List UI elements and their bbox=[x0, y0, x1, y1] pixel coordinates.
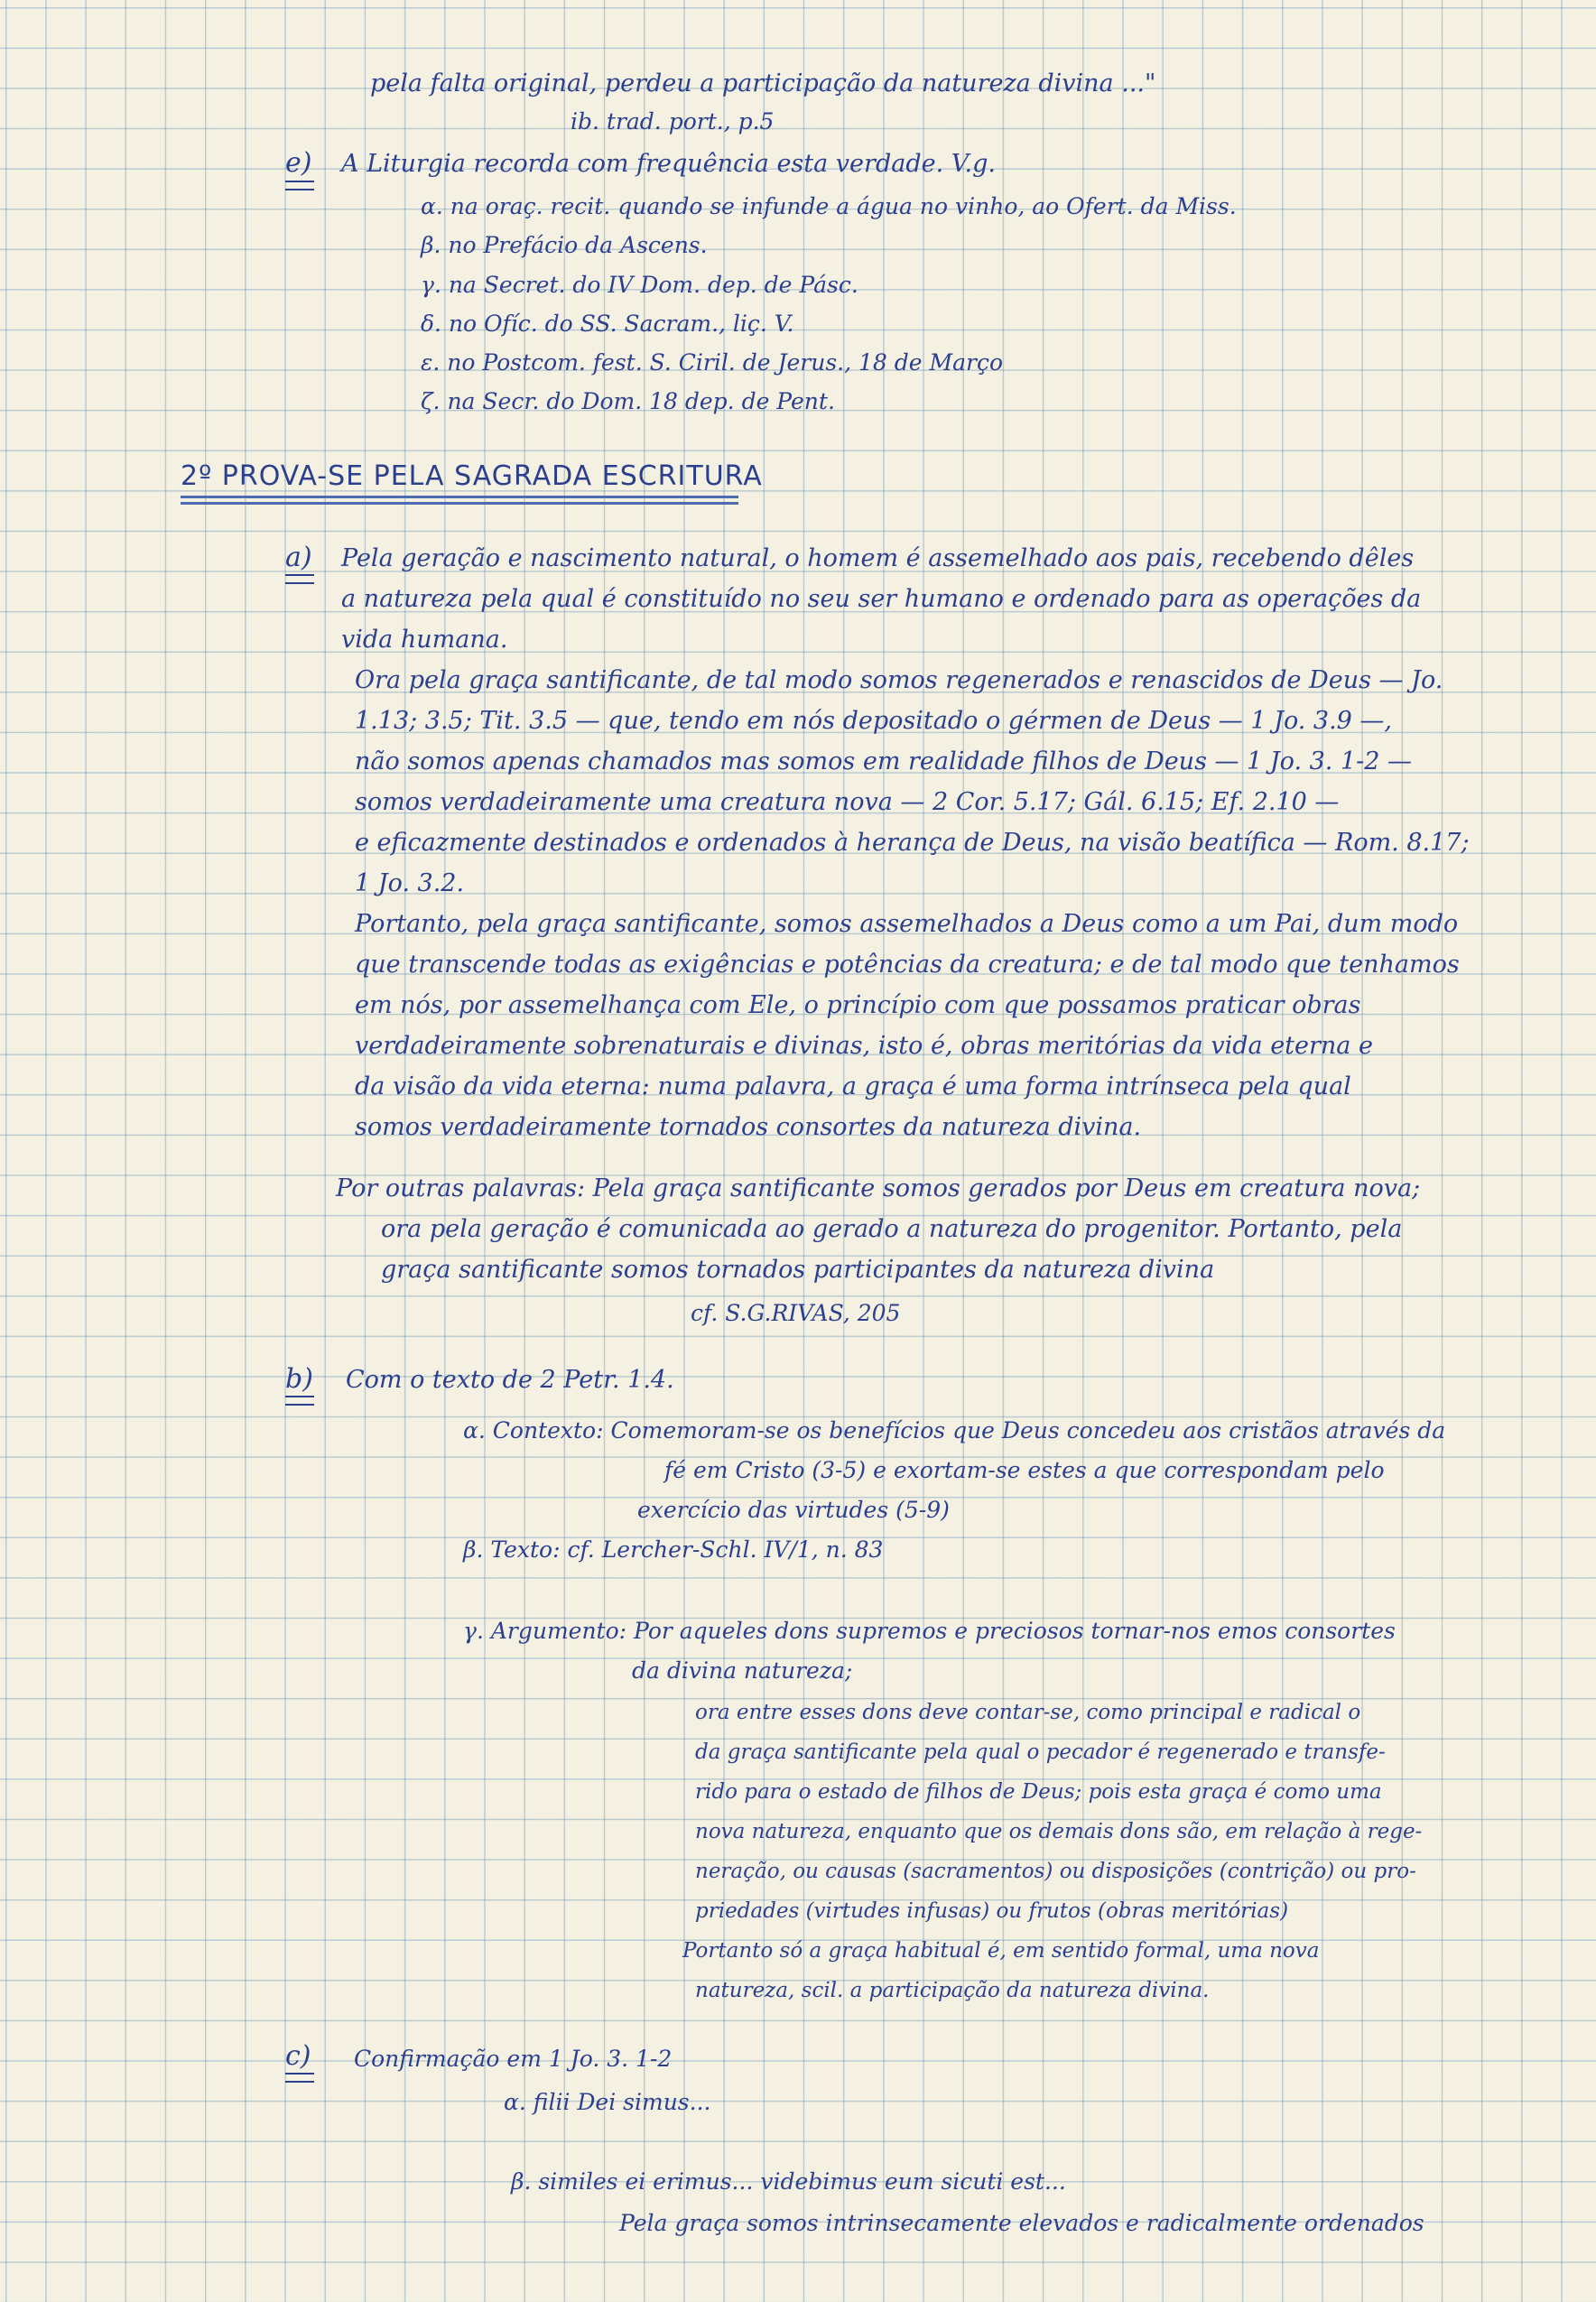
text-line: somos verdadeiramente uma creatura nova — 2 Cor. 5.17; Gál. 6.15; Ef. 2.10 — bbox=[355, 788, 1340, 816]
list-item: α. na oraç. recit. quando se infunde a água no vinho, ao Ofert. da Miss. bbox=[421, 193, 1237, 219]
text-line: Portanto só a graça habitual é, em sentido formal, uma nova bbox=[682, 1939, 1320, 1963]
text-line: Confirmação em 1 Jo. 3. 1-2 bbox=[354, 2046, 673, 2072]
text-line: pela falta original, perdeu a participação da natureza divina ..." bbox=[370, 70, 1156, 97]
text-line: não somos apenas chamados mas somos em realidade filhos de Deus — 1 Jo. 3. 1-2 — bbox=[355, 747, 1413, 775]
text-line: neração, ou causas (sacramentos) ou disposições (contrição) ou pro- bbox=[695, 1860, 1416, 1883]
citation: cf. S.G.RIVAS, 205 bbox=[691, 1300, 901, 1326]
double-underline bbox=[285, 181, 314, 190]
text-line: da graça santificante pela qual o pecador é regenerado e transfe- bbox=[695, 1740, 1386, 1764]
heading-underline bbox=[181, 502, 738, 505]
text-line: nova natureza, enquanto que os demais dons são, em relação à rege- bbox=[695, 1820, 1423, 1843]
text-line: exercício das virtudes (5-9) bbox=[637, 1497, 950, 1523]
heading-underline bbox=[181, 496, 738, 498]
text-line: que transcende todas as exigências e potências da creatura; e de tal modo que tenhamos bbox=[355, 951, 1460, 979]
text-line: rido para o estado de filhos de Deus; pois esta graça é como uma bbox=[695, 1780, 1382, 1804]
text-line: natureza, scil. a participação da natureza divina. bbox=[695, 1979, 1210, 2002]
text-line: Por outras palavras: Pela graça santificante somos gerados por Deus em creatura nova; bbox=[336, 1174, 1421, 1202]
text-line: α. Contexto: Comemoram-se os benefícios que Deus concedeu aos cristãos através da bbox=[463, 1417, 1446, 1443]
double-underline bbox=[285, 574, 314, 584]
text-line: ora pela geração é comunicada ao gerado a natureza do progenitor. Portanto, pela bbox=[381, 1215, 1403, 1243]
text-line: da divina natureza; bbox=[632, 1657, 853, 1684]
text-line: β. Texto: cf. Lercher-Schl. IV/1, n. 83 bbox=[463, 1536, 884, 1563]
text-line: Portanto, pela graça santificante, somos assemelhados a Deus como a um Pai, dum modo bbox=[355, 910, 1459, 938]
item-label-a: a) bbox=[285, 542, 312, 573]
text-line: ora entre esses dons deve contar-se, como principal e radical o bbox=[695, 1701, 1361, 1724]
text-line: fé em Cristo (3-5) e exortam-se estes a que correspondam pelo bbox=[664, 1457, 1385, 1483]
text-line: α. filii Dei simus... bbox=[504, 2089, 711, 2115]
section-heading: 2º PROVA-SE PELA SAGRADA ESCRITURA bbox=[181, 460, 763, 492]
item-label-c: c) bbox=[285, 2040, 311, 2072]
text-line: graça santificante somos tornados participantes da natureza divina bbox=[381, 1256, 1215, 1284]
text-line: priedades (virtudes infusas) ou frutos (obras meritórias) bbox=[695, 1899, 1289, 1923]
text-line: Com o texto de 2 Petr. 1.4. bbox=[346, 1366, 674, 1394]
double-underline bbox=[285, 1396, 314, 1406]
text-line: Pela graça somos intrinsecamente elevados e radicalmente ordenados bbox=[619, 2210, 1424, 2236]
text-line: e eficazmente destinados e ordenados à herança de Deus, na visão beatífica — Rom. 8.17; bbox=[355, 829, 1470, 857]
text-line: 1 Jo. 3.2. bbox=[355, 869, 465, 897]
text-line: vida humana. bbox=[341, 626, 508, 654]
list-item: β. no Prefácio da Ascens. bbox=[421, 232, 708, 258]
text-line: β. similes ei erimus... videbimus eum sicuti est... bbox=[511, 2168, 1066, 2195]
list-item: ε. no Postcom. fest. S. Ciril. de Jerus., 18 de Março bbox=[421, 349, 1003, 376]
text-line: verdadeiramente sobrenaturais e divinas, isto é, obras meritórias da vida eterna e bbox=[355, 1032, 1373, 1060]
list-item: ζ. na Secr. do Dom. 18 dep. de Pent. bbox=[421, 388, 835, 414]
text-line: Pela geração e nascimento natural, o homem é assemelhado aos pais, recebendo dêles bbox=[341, 544, 1415, 572]
text-line: em nós, por assemelhança com Ele, o princípio com que possamos praticar obras bbox=[355, 991, 1361, 1019]
item-label-e: e) bbox=[285, 147, 312, 179]
text-line: a natureza pela qual é constituído no seu ser humano e ordenado para as operações da bbox=[341, 585, 1422, 613]
item-label-b: b) bbox=[285, 1363, 313, 1395]
list-item: γ. na Secret. do IV Dom. dep. de Pásc. bbox=[421, 272, 858, 298]
text-line: somos verdadeiramente tornados consortes da natureza divina. bbox=[355, 1113, 1142, 1141]
text-line: ib. trad. port., p.5 bbox=[571, 108, 775, 135]
double-underline bbox=[285, 2073, 314, 2083]
text-line: γ. Argumento: Por aqueles dons supremos e preciosos tornar-nos emos consortes bbox=[463, 1618, 1396, 1644]
text-line: Ora pela graça santificante, de tal modo somos regenerados e renascidos de Deus — Jo. bbox=[355, 666, 1443, 694]
text-line: 1.13; 3.5; Tit. 3.5 — que, tendo em nós depositado o gérmen de Deus — 1 Jo. 3.9 —, bbox=[355, 707, 1393, 735]
text-line: da visão da vida eterna: numa palavra, a graça é uma forma intrínseca pela qual bbox=[355, 1072, 1351, 1100]
text-line: A Liturgia recorda com frequência esta verdade. V.g. bbox=[341, 150, 996, 178]
list-item: δ. no Ofíc. do SS. Sacram., liç. V. bbox=[421, 311, 794, 337]
